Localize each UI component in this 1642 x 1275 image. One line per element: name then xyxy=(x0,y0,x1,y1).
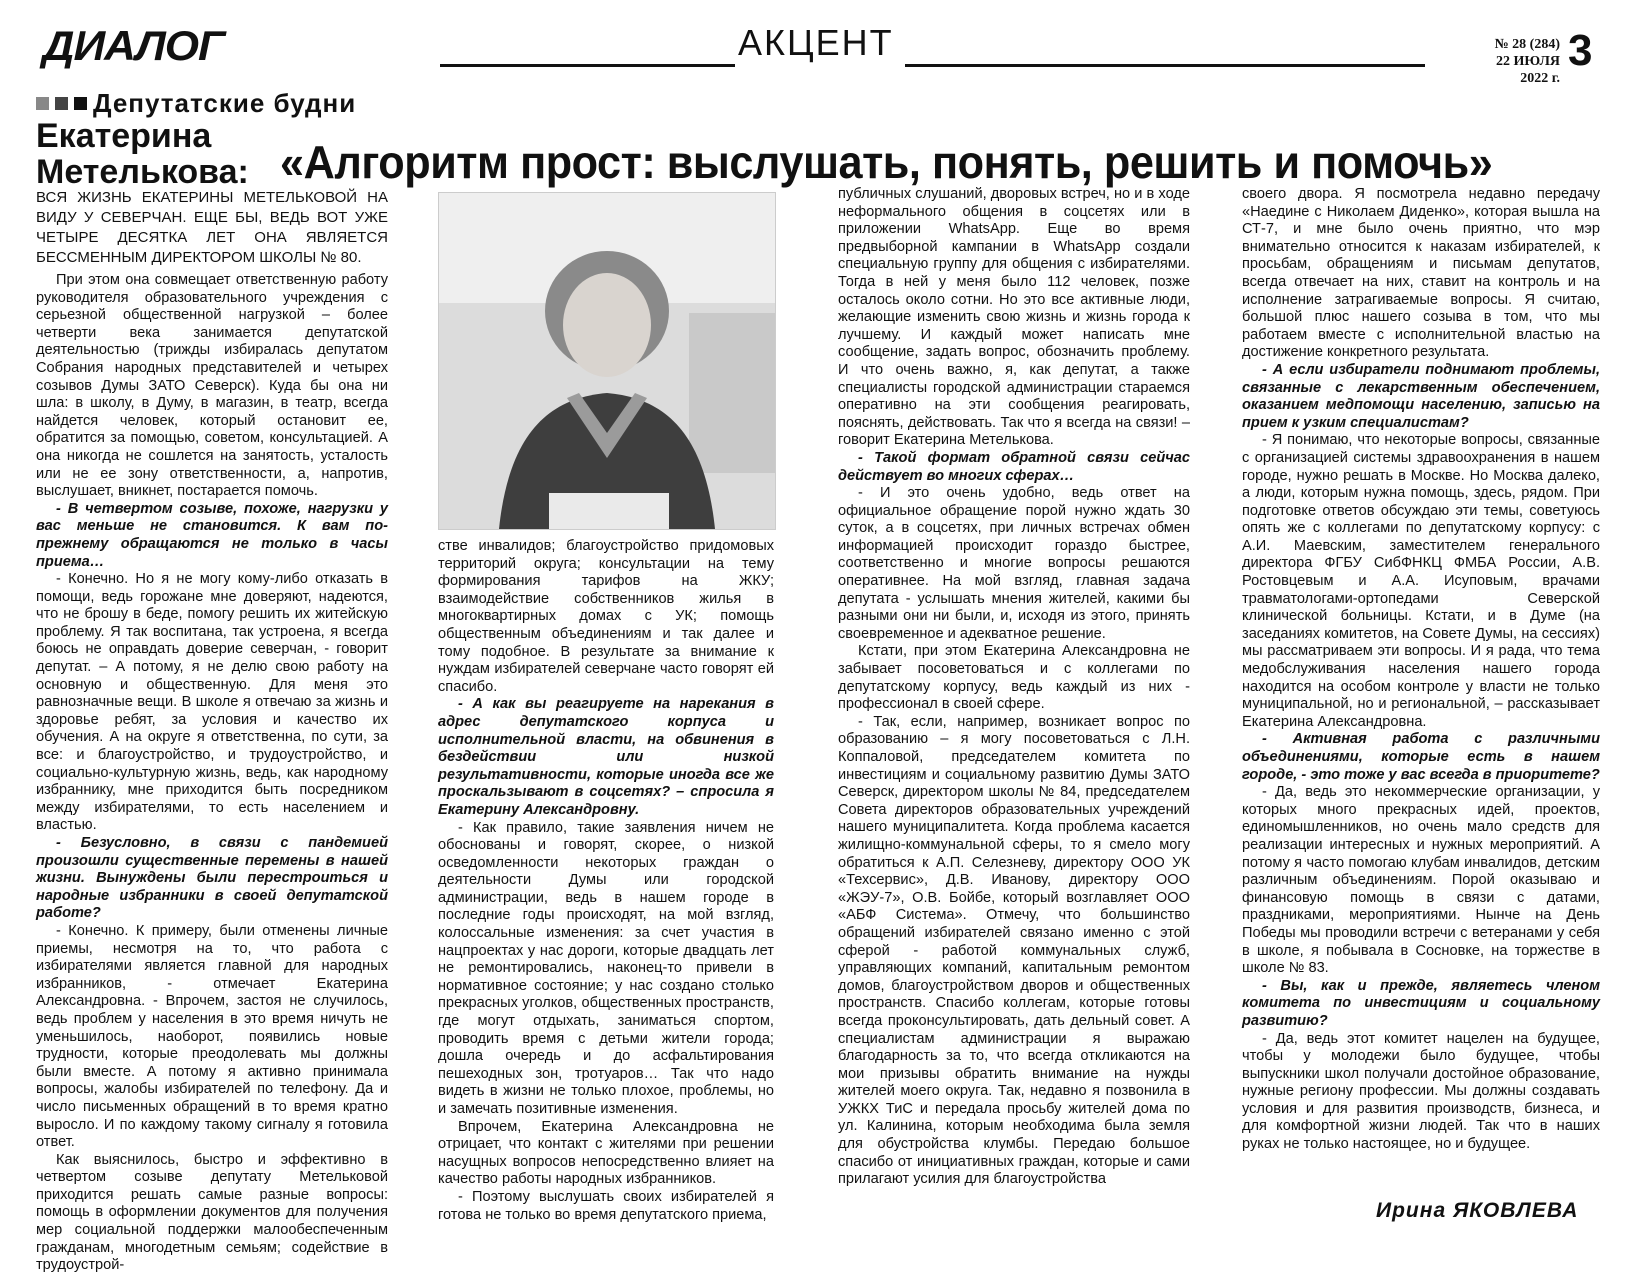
paragraph: публичных слушаний, дворовых встреч, но и в ходе неформального общения в соцсетях или в приложении WhatsApp. Еще во время предвыборной кампании в WhatsApp создали специальную группу для общения с избирателями. Тогда в ней у меня было 112 человек, позже осталось около сотни. Но это все активные люди, желающие изменить свою жизнь и жизнь города к лучшему. И каждый может написать мне сообщение, задать вопрос, обозначить проблему. И что очень важно, я, как депутат, а также специалисты городской администрации стараемся оперативно на эти сообщения реагировать, пояснять, действовать. Так что я всегда на связи! – говорит Екатерина Метелькова. xyxy=(838,186,1190,449)
interview-question: - А как вы реагируете на нарекания в адрес депутатского корпуса и исполнительной власти, на обвинения в бездействии или низкой результативности, которые иногда все же проскальзывают в соцсетях? – спросила я Екатерину Александровну. xyxy=(438,696,774,818)
paragraph: Кстати, при этом Екатерина Александровна не забывает посоветоваться и с коллегами по депутатскому корпусу, ведь каждый из них - профессионал в своей сфере. xyxy=(838,643,1190,713)
header-rule-right xyxy=(905,64,1425,67)
rubric xyxy=(36,88,356,119)
paragraph: Впрочем, Екатерина Александровна не отрицает, что контакт с жителями при решении насущных вопросов непосредственно влияет на качество работы народных избранников. xyxy=(438,1118,774,1188)
interview-question: - Безусловно, в связи с пандемией произошли существенные перемены в нашей жизни. Вынуждены были перестроиться и народные избранники в своей депутатской работе? xyxy=(36,835,388,922)
paragraph: - Я понимаю, что некоторые вопросы, связанные с организацией системы здравоохранения в нашем городе, нужно решать в Москве. Но Москва далеко, а люди, которым нужна помощь, здесь, рядом. При подготовке ответов обсуждаю эти темы, советуюсь опять же с коллегами по депутатскому корпусу: с А.И. Маевским, заместителем генерального директора ФГБУ СибФНКЦ ФМБА России, А.В. Ростовцевым и А.А. Исуповым, врачами травматологами-ортопедами Северской клинической больницы. Кстати, и в Думе (на заседаниях комитетов, на Совете Думы, на сессиях) мы рассматриваем эти вопросы. И я рада, что тема медобслуживания населения нашего города находится на особом контроле у власти не только муниципальной, но и региональной, – рассказывает Екатерина Александровна. xyxy=(1242,432,1600,730)
paragraph: - Как правило, такие заявления ничем не обоснованы и говорят, скорее, о низкой осведомленности некоторых граждан о деятельности Думы или городской администрации, ведь в нашем городе в последние годы происходят, на мой взгляд, колоссальные изменения: за счет участия в нацпроектах у нас дороги, которые двадцать лет не ремонтировались, наконец-то привели в нормативное состояние; у нас создано столько прекрасных уголков, общественных пространств, где могут отдыхать, заниматься спортом, проводить время с детьми жители города; дошла очередь и до асфальтирования пешеходных зон, тротуаров… Так что надо видеть в жизни не только плохое, проблемы, но и замечать позитивные изменения. xyxy=(438,819,774,1117)
issue-info xyxy=(1470,36,1560,87)
issue-number: № 28 (284) xyxy=(1494,37,1560,52)
paragraph: своего двора. Я посмотрела недавно передачу «Наедине с Николаем Диденко», которая вышла на СТ-7, и мне было очень приятно, что мэр внимательно относится к наказам избирателей, к просьбам, обращениям и письмам депутатов, всегда отвечает на них, ставит на контроль и на исполнение затрагиваемые вопросы. Я считаю, большой плюс нашего созыва в том, что мы работаем вместе с исполнительной властью на достижение конкретного результата. xyxy=(1242,186,1600,361)
author-signature: Ирина ЯКОВЛЕВА xyxy=(1376,1199,1579,1222)
rubric-square-icon xyxy=(36,97,49,110)
paragraph: При этом она совмещает ответственную работу руководителя образовательного учреждения с серьезной общественной нагрузкой – более четверти века занимается депутатской деятельностью (трижды избиралась депутатом Собрания народных представителей и четырех созывов Думы ЗАТО Северск). Куда бы она ни шла: в школу, в Думу, в магазин, в театр, всегда найдется человек, который остановит ее, обратится за помощью, советом, консультацией. А она никогда не сошлется на занятость, усталость или не ее зону ответственности, а, напротив, выслушает, вникнет, постарается помочь. xyxy=(36,272,388,500)
section-title: АКЦЕНТ xyxy=(738,22,894,63)
rubric-square-icon xyxy=(74,97,87,110)
article-headline: «Алгоритм прост: выслушать, понять, решить и помочь» xyxy=(280,136,1493,188)
paragraph: - Конечно. Но я не могу кому-либо отказать в помощи, ведь горожане мне доверяют, надеются, что не брошу в беде, помогу решить их житейскую проблему. Я так воспитана, так устроена, я всегда боюсь не оправдать доверие северчан, - говорит депутат. – А потому, я не делю свою работу на основную и общественную. Для меня это равнозначные вещи. В школе я отвечаю за жизнь и здоровье ребят, за условия и качество их обучения. А на округе я ответственна, по сути, за все: и благоустройство, и трудоустройство, и социально-культурную жизнь, ведь, как народному избраннику, мне приходится быть посредником между избирателями, то есть населением и властью. xyxy=(36,571,388,834)
header-rule-left xyxy=(440,64,735,67)
interview-question: - Вы, как и прежде, являетесь членом комитета по инвестициям и социальному развитию? xyxy=(1242,977,1600,1029)
paragraph: - И это очень удобно, ведь ответ на официальное обращение порой нужно ждать 30 суток, а в соцсетях, при личных встречах обмен информацией происходит гораздо быстрее, соответственно и многие вопросы решаются оперативнее. На мой взгляд, главная задача депутата - услышать мнения жителей, какими бы разными они ни были, и, исходя из этого, принять своевременное и адекватное решение. xyxy=(838,485,1190,642)
portrait-photo xyxy=(438,192,776,530)
page-number: 3 xyxy=(1568,26,1593,75)
newspaper-logo: ДИАЛОГ xyxy=(42,22,225,69)
paragraph: - Да, ведь этот комитет нацелен на будущее, чтобы у молодежи было будущее, чтобы выпускники школ получали достойное образование, нужные региону профессии. Мы должны создавать условия и для развития производств, бизнеса, и для комфортной жизни людей. Так что в наших руках не только настоящее, но и будущее. xyxy=(1242,1030,1600,1153)
portrait-illustration xyxy=(439,193,775,529)
paragraph: - Так, если, например, возникает вопрос по образованию – я могу посоветоваться с Л.Н. Коппаловой, председателем комитета по инвестициям и социальному развитию Думы ЗАТО Северск, директором школы № 84, председателем Совета директоров образовательных учреждений нашего муниципалитета. Когда проблема касается жилищно-коммунальной сферы, то я смело могу обратиться к А.П. Селезневу, директору ООО УК «Техсервис», Д.В. Иванову, директору ООО «ЖЭУ-7», О.В. Бойбе, который возглавляет ООО «АБФ Система». Отмечу, что большинство обращений избирателей связано именно с этой сферой - работой коммунальных служб, управляющих компаний, капитальным ремонтом домов, благоустройством дворов и общественных пространств. Спасибо коллегам, которые готовы всегда проконсультировать, дать дельный совет. А специалистам администрации я выражаю благодарность за то, что всегда откликаются на мои призывы обратить внимание на нужды жителей моего округа. Так, недавно я позвонила в УЖКХ ТиС и передала просьбу жителей дома по ул. Калинина, которым необходима была земля для обустройства клумбы. Передаю большое спасибо от инициативных граждан, которые и сами прилагают усилия для благоустройства xyxy=(838,713,1190,1188)
article-lead: ВСЯ ЖИЗНЬ ЕКАТЕРИНЫ МЕТЕЛЬКОВОЙ НА ВИДУ У СЕВЕРЧАН. ЕЩЕ БЫ, ВЕДЬ ВОТ УЖЕ ЧЕТЫРЕ ДЕСЯТКА ЛЕТ ОНА ЯВЛЯЕТСЯ БЕССМЕННЫМ ДИРЕКТОРОМ ШКОЛЫ № 80. xyxy=(36,189,388,266)
rubric-square-icon xyxy=(55,97,68,110)
interview-question: - А если избиратели поднимают проблемы, связанные с лекарственным обеспечением, оказанием медпомощи населению, записью на прием к узким специалистам? xyxy=(1242,361,1600,431)
interview-question: - В четвертом созыве, похоже, нагрузки у вас меньше не становится. К вам по-прежнему обращаются не только в часы приема… xyxy=(36,500,388,570)
person-name: Екатерина Метелькова: xyxy=(36,117,249,191)
paragraph: - Конечно. К примеру, были отменены личные приемы, несмотря на то, что работа с избирателями является главной для народных избранников, - отмечает Екатерина Александровна. - Впрочем, застоя не случилось, ведь проблем у населения в это время ничуть не уменьшилось, наоборот, появились новые трудности, которые преодолевать мы должны были вместе. А потому я активно принимала вопросы, жалобы избирателей по телефону. Да и число письменных обращений в то время кратно выросло. И по каждому такому сигналу я готовила ответ. xyxy=(36,922,388,1151)
paragraph: стве инвалидов; благоустройство придомовых территорий округа; консультации на тему формирования тарифов на ЖКУ; взаимодействие собственников жилья в многоквартирных домах с УК; помощь общественным объединениям и так далее и тому подобное. В результате за внимание к нуждам избирателей северчане часто говорят ей спасибо. xyxy=(438,538,774,695)
article-column-1 xyxy=(36,272,388,1275)
rubric-label: Депутатские будни xyxy=(93,88,357,118)
paragraph: - Поэтому выслушать своих избирателей я готова не только во время депутатского приема, xyxy=(438,1188,774,1223)
paragraph: Как выяснилось, быстро и эффективно в четвертом созыве депутату Метельковой приходится решать самые разные вопросы: помощь в оформлении документов для получения мер социальной поддержки малообеспеченным гражданам, многодетным семьям; содействие в трудоустрой- xyxy=(36,1151,388,1274)
interview-question: - Активная работа с различными объединениями, которые есть в нашем городе, - это тоже у вас всегда в приоритете? xyxy=(1242,731,1600,783)
interview-question: - Такой формат обратной связи сейчас действует во многих сферах… xyxy=(838,449,1190,484)
article-column-2 xyxy=(438,538,774,1224)
article-column-3 xyxy=(838,186,1190,1189)
issue-date: 22 ИЮЛЯ 2022 г. xyxy=(1496,54,1560,86)
article-column-4 xyxy=(1242,186,1600,1154)
paragraph: - Да, ведь это некоммерческие организации, у которых много прекрасных идей, проектов, единомышленников, но очень мало средств для реализации интересных и нужных мероприятий. А потому я часто помогаю клубам инвалидов, детским различным объединениям. Порой оказываю и финансовую помощь в связи с датами, праздниками, мероприятиями. Нынче на День Победы мы проводили встречи с ветеранами у себя в школе, я побывала в Сосновке, на торжестве в школе № 83. xyxy=(1242,784,1600,977)
